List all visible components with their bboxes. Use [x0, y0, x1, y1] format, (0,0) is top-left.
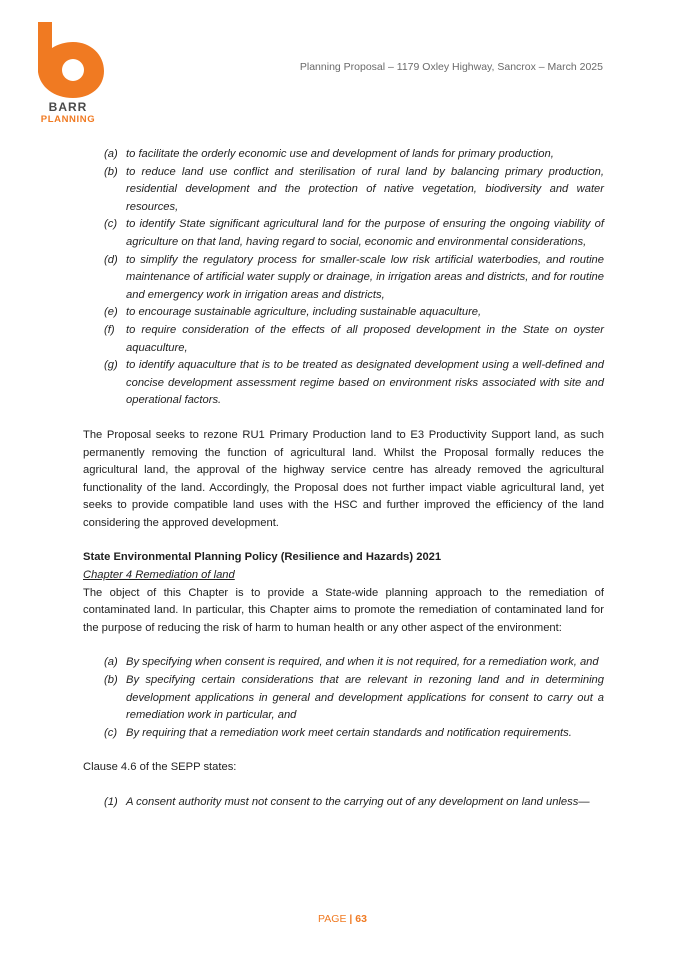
list-marker: (b): [104, 674, 118, 687]
list-item-text: A consent authority must not consent to the carrying out of any development on land unless—: [126, 796, 590, 808]
list-item-text: to require consideration of the effects of all proposed development in the State on oyster aquaculture,: [126, 323, 604, 354]
list-item: [83, 794, 604, 812]
remediation-aims-list: [83, 654, 604, 742]
list-marker: (f): [104, 323, 115, 336]
logo-word-planning: PLANNING: [40, 114, 96, 125]
page-header: Planning Proposal – 1179 Oxley Highway, Sancrox – March 2025: [299, 61, 603, 73]
page-content: [83, 146, 604, 812]
list-item: [83, 654, 604, 672]
list-item-text: By requiring that a remediation work meet certain standards and notification requirements.: [126, 726, 572, 739]
barr-planning-logo: [28, 18, 108, 130]
barr-logo-icon: [28, 18, 108, 100]
list-item: [83, 252, 604, 305]
list-item: [83, 304, 604, 322]
list-item-text: to reduce land use conflict and sterilisation of rural land by balancing primary production, residential development and the protection of native vegetation, biodiversity and water resources,: [126, 165, 604, 213]
list-item-text: to facilitate the orderly economic use and development of lands for primary production,: [126, 148, 554, 160]
rezoning-paragraph: The Proposal seeks to rezone RU1 Primary Production land to E3 Productivity Support land, as such permanently removing the function of agricultural land. Whilst the Proposal formally reduces the agricultural land, the approval of the highway service centre has already removed the agricultural functionality of the land. Accordingly, the Proposal does not further impact viable agricultural land, yet seeks to provide compatible land uses with the HSC and further improved the efficiency of the land considering the approved development.: [83, 428, 604, 529]
list-item-text: to simplify the regulatory process for smaller-scale low risk artificial waterbodies, and routine maintenance of artificial water supply or drainage, in irrigation areas and districts, and for routine and emergency work in irrigation areas and districts,: [126, 253, 604, 301]
list-marker: (d): [104, 253, 118, 266]
list-item-text: to identify aquaculture that is to be treated as designated development using a well-defined and concise development assessment regime based on environment risks associated with site and operational factors.: [126, 359, 604, 407]
list-marker: (b): [104, 165, 118, 178]
clause-list: [83, 794, 604, 812]
section-intro-paragraph: The object of this Chapter is to provide a State-wide planning approach to the remediation of contaminated land. In particular, this Chapter aims to promote the remediation of contaminated land for the purpose of reducing the risk of harm to human health or any other aspect of the environment:: [83, 586, 604, 634]
page-footer: [0, 913, 685, 925]
section-subheading: Chapter 4 Remediation of land: [83, 569, 235, 582]
list-marker: (a): [104, 148, 118, 160]
agriculture-aims-list: [83, 146, 604, 410]
list-marker: (e): [104, 306, 118, 319]
list-item-text: to identify State significant agricultural land for the purpose of ensuring the ongoing viability of agriculture on that land, having regard to social, economic and environmental considerations,: [126, 218, 604, 248]
list-item-text: By specifying when consent is required, and when it is not required, for a remediation work, and: [126, 656, 599, 669]
list-item: [83, 357, 604, 410]
list-item: [83, 725, 604, 743]
page-number: 63: [355, 913, 367, 925]
list-item-text: By specifying certain considerations that are relevant in rezoning land and in determining development applications in general and development applications for consent to carry out a remediation work in particular, and: [126, 674, 604, 722]
list-item-text: to encourage sustainable agriculture, including sustainable aquaculture,: [126, 306, 482, 319]
list-item: [83, 146, 604, 164]
list-marker: (c): [104, 218, 118, 231]
list-marker: (a): [104, 656, 118, 669]
list-marker: (1): [104, 796, 118, 808]
list-marker: (c): [104, 726, 118, 739]
logo-word-barr: BARR: [48, 100, 88, 114]
list-marker: (g): [104, 359, 118, 372]
page-label: PAGE: [318, 913, 347, 925]
section-heading: State Environmental Planning Policy (Resilience and Hazards) 2021: [83, 551, 442, 564]
clause-intro: Clause 4.6 of the SEPP states:: [83, 761, 237, 774]
list-item: [83, 672, 604, 725]
list-item: [83, 216, 604, 251]
list-item: [83, 322, 604, 357]
page-separator: |: [349, 913, 353, 925]
list-item: [83, 164, 604, 217]
